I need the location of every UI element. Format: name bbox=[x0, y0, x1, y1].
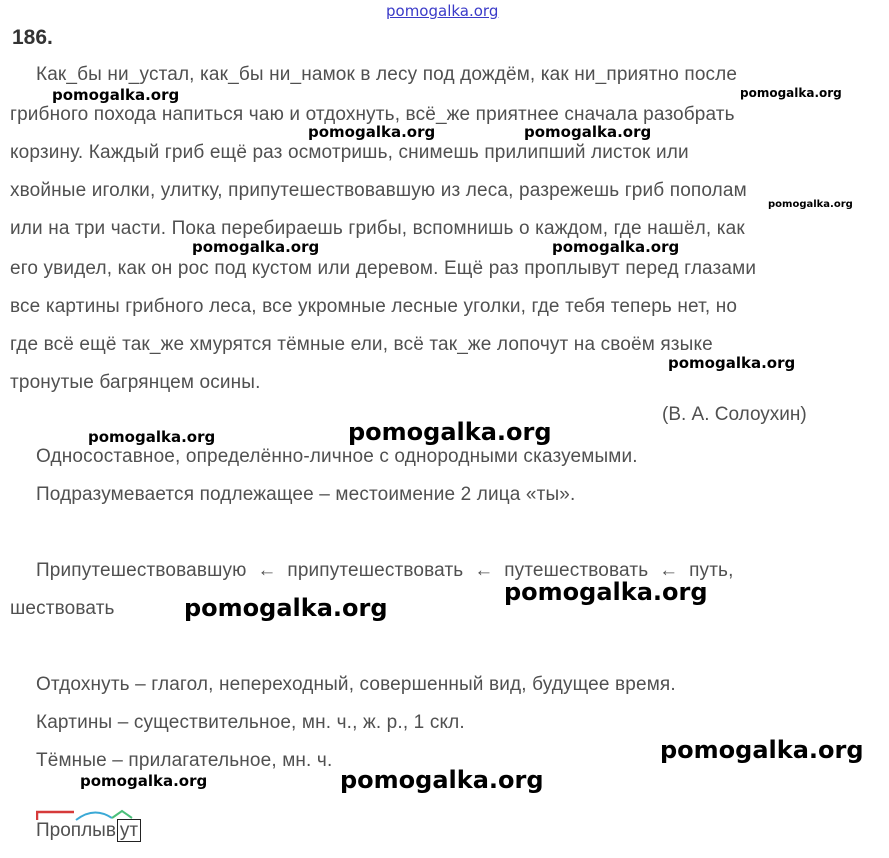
text-line-1: Как_бы ни_устал, как_бы ни_намок в лесу под дождём, как ни_приятно после bbox=[36, 64, 738, 85]
watermark: pomogalka.org bbox=[192, 238, 320, 256]
text-line-7: все картины грибного леса, все укромные лесные уголки, где тебя теперь нет, но bbox=[10, 296, 738, 317]
word-analysis bbox=[36, 820, 141, 842]
word-ending-box: ут bbox=[117, 819, 141, 842]
watermark: pomogalka.org bbox=[184, 594, 388, 622]
watermark: pomogalka.org bbox=[552, 238, 680, 256]
watermark-top-link[interactable]: pomogalka.org bbox=[386, 2, 499, 20]
morph-analysis-adjective: Тёмные – прилагательное, мн. ч. bbox=[36, 750, 333, 771]
text-line-6: его увидел, как он рос под кустом или деревом. Ещё раз проплывут перед глазами bbox=[10, 258, 757, 279]
text-line-5: или на три части. Пока перебираешь грибы, вспомнишь о каждом, где нашёл, как bbox=[10, 218, 745, 239]
watermark: pomogalka.org bbox=[308, 123, 436, 141]
word-stem: Проплыв bbox=[36, 820, 116, 841]
text-line-9: тронутые багрянцем осины. bbox=[10, 372, 261, 393]
author-attribution: (В. А. Солоухин) bbox=[662, 404, 807, 425]
watermark: pomogalka.org bbox=[80, 772, 208, 790]
watermark: pomogalka.org bbox=[348, 418, 552, 446]
morph-analysis-noun: Картины – существительное, мн. ч., ж. р., 1 скл. bbox=[36, 712, 465, 733]
watermark: pomogalka.org bbox=[740, 86, 842, 100]
text-line-3: корзину. Каждый гриб ещё раз осмотришь, снимешь прилипший листок или bbox=[10, 142, 689, 163]
answer-sentence-type: Односоставное, определённо-личное с однородными сказуемыми. bbox=[36, 446, 638, 467]
prefix-mark bbox=[37, 812, 74, 820]
derivation-chain: Припутешествовавшую ← припутешествовать ← путешествовать ← путь, bbox=[36, 560, 734, 581]
watermark: pomogalka.org bbox=[768, 199, 853, 210]
text-line-8: где всё ещё так_же хмурятся тёмные ели, всё так_же лопочут на своём языке bbox=[10, 334, 713, 355]
morph-analysis-verb: Отдохнуть – глагол, непереходный, совершенный вид, будущее время. bbox=[36, 674, 676, 695]
watermark: pomogalka.org bbox=[88, 428, 216, 446]
watermark: pomogalka.org bbox=[660, 736, 864, 764]
watermark: pomogalka.org bbox=[52, 86, 180, 104]
root-arc bbox=[76, 812, 112, 820]
text-line-4: хвойные иголки, улитку, припутешествовавшую из леса, разрежешь гриб пополам bbox=[10, 180, 747, 201]
exercise-number: 186. bbox=[12, 26, 53, 49]
text-line-2: грибного похода напиться чаю и отдохнуть, всё_же приятнее сначала разобрать bbox=[10, 104, 735, 125]
watermark: pomogalka.org bbox=[524, 123, 652, 141]
watermark: pomogalka.org bbox=[504, 578, 708, 606]
watermark: pomogalka.org bbox=[340, 766, 544, 794]
derivation-chain-end: шествовать bbox=[10, 598, 115, 619]
suffix-mark bbox=[112, 811, 132, 818]
answer-subject-note: Подразумевается подлежащее – местоимение 2 лица «ты». bbox=[36, 484, 576, 505]
watermark: pomogalka.org bbox=[668, 354, 796, 372]
